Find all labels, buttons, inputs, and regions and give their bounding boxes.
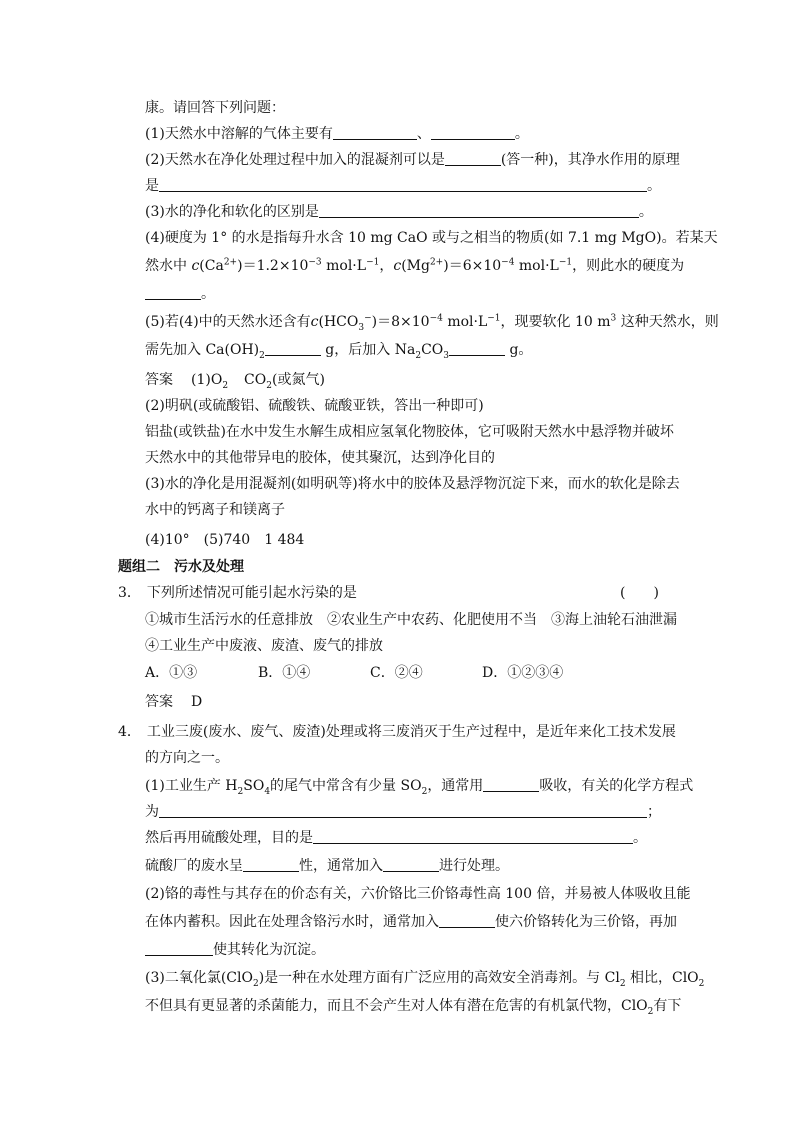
answer-paren: ( ) — [620, 585, 659, 601]
answer-1-line3: 铝盐(或铁盐)在水中发生水解生成相应氢氧化物胶体，它可吸附天然水中悬浮物并破坏 — [145, 424, 674, 440]
question-intro-tail: 康。请回答下列问题： — [145, 100, 285, 116]
question-4b-part1-line1: (1)工业生产 $H_2SO_4$的尾气中常含有少量 $SO_2$，通常用 吸收，有关的化学方程式 — [145, 778, 694, 797]
question-3b-stem: 3． 下列所述情况可能引起水污染的是 — [118, 585, 357, 601]
blank[interactable] — [383, 857, 439, 872]
question-4b-part2-line3: 使其转化为沉淀。 — [145, 940, 325, 960]
choice-a[interactable]: A．①③ — [145, 665, 198, 681]
blank[interactable] — [243, 857, 299, 872]
question-4b-stem-line1: 4． 工业三废(废水、废气、废渣)处理或将三废消灭于生产过程中，是近年来化工技术发展 — [118, 724, 676, 740]
question-4b-part3-line1: (3)二氧化氯(ClO$_2$)是一种在水处理方面有广泛应用的高效安全消毒剂。与 $Cl_2$ 相比，ClO$_2$ — [145, 970, 705, 989]
question-5-line1: (5)若(4)中的天然水还含有$c(HCO_3^-)=8\times 10^{-4}$ $mol\cdot L^{-1}$，现要软化 10 $m^3$ 这种天然水，则 — [145, 313, 719, 333]
question-3b-options-line2: ④工业生产中废液、废渣、废气的排放 — [145, 638, 383, 654]
answer-1-line7: (4)10° (5)740 1 484 — [145, 532, 305, 548]
blank[interactable] — [145, 285, 201, 300]
section-title: 题组二 污水及处理 — [118, 559, 244, 575]
blank[interactable] — [333, 125, 417, 140]
choice-d[interactable]: D．①②③④ — [482, 665, 564, 681]
question-2-line1: (2)天然水在净化处理过程中加入的混凝剂可以是 (答一种)，其净水作用的原理 — [145, 152, 680, 168]
question-3: (3)水的净化和软化的区别是 。 — [145, 204, 653, 220]
question-1: (1)天然水中溶解的气体主要有 、 。 — [145, 126, 529, 142]
question-5-line2: 需先加入 $Ca(OH)_2$ g，后加入 $Na_2CO_3$ g。 — [145, 342, 533, 361]
answer-3b: 答案 D — [145, 694, 203, 710]
answer-1-line5: (3)水的净化是用混凝剂(如明矾等)将水中的胶体及悬浮物沉淀下来，而水的软化是除去 — [145, 476, 680, 492]
answer-1-line2: (2)明矾(或硫酸铝、硫酸铁、硫酸亚铁，答出一种即可) — [145, 398, 484, 414]
choice-c[interactable]: C．②④ — [370, 665, 423, 681]
question-4b-part3-line2: 不但具有更显著的杀菌能力，而且不会产生对人体有潜在危害的有机氯代物，ClO$_2$有下 — [145, 998, 682, 1017]
question-4-line2: 然水中 $c(Ca^{2+})=1.2\times 10^{-3}$ $mol\cdot L^{-1}$，$c(Mg^{2+})=6\times 10^{-4}$ $mol\cdot L^{-1}$，则此水的硬度为 — [145, 257, 685, 274]
blank[interactable] — [159, 803, 647, 818]
question-2-line2: 是 。 — [145, 178, 661, 194]
blank[interactable] — [145, 941, 213, 956]
question-4-line3: 。 — [145, 284, 215, 304]
blank[interactable] — [445, 151, 501, 166]
blank[interactable] — [449, 341, 505, 356]
answer-1-line1: 答案 $(1)O_2$ $CO_2$(或氮气) — [145, 372, 325, 391]
blank[interactable] — [439, 913, 495, 928]
question-4b-part2-line2: 在体内蓄积。因此在处理含铬污水时，通常加入 使六价铬转化为三价铬，再加 — [145, 914, 677, 930]
answer-1-line6: 水中的钙离子和镁离子 — [145, 502, 285, 518]
blank[interactable] — [313, 829, 633, 844]
blank[interactable] — [159, 177, 647, 192]
question-4b-stem-line2: 的方向之一。 — [145, 750, 229, 766]
question-4b-part1-line3: 然后再用硫酸处理，目的是 。 — [145, 830, 647, 846]
question-4-line1: (4)硬度为 1° 的水是指每升水含 10 mg CaO 或与之相当的物质(如 7.1 mg MgO)。若某天 — [145, 230, 718, 246]
choice-b[interactable]: B．①④ — [258, 665, 311, 681]
question-4b-part1-line2: 为 ； — [145, 804, 661, 820]
blank[interactable] — [431, 125, 515, 140]
blank[interactable] — [319, 203, 639, 218]
blank[interactable] — [483, 777, 539, 792]
question-4b-part2-line1: (2)铬的毒性与其存在的价态有关，六价铬比三价铬毒性高 100 倍，并易被人体吸收且能 — [145, 886, 691, 902]
question-3b-options-line1: ①城市生活污水的任意排放 ②农业生产中农药、化肥使用不当 ③海上油轮石油泄漏 — [145, 612, 677, 628]
answer-1-line4: 天然水中的其他带异电的胶体，使其聚沉，达到净化目的 — [145, 450, 495, 466]
blank[interactable] — [265, 341, 321, 356]
question-4b-part1-line4: 硫酸厂的废水呈 性，通常加入 进行处理。 — [145, 858, 509, 874]
